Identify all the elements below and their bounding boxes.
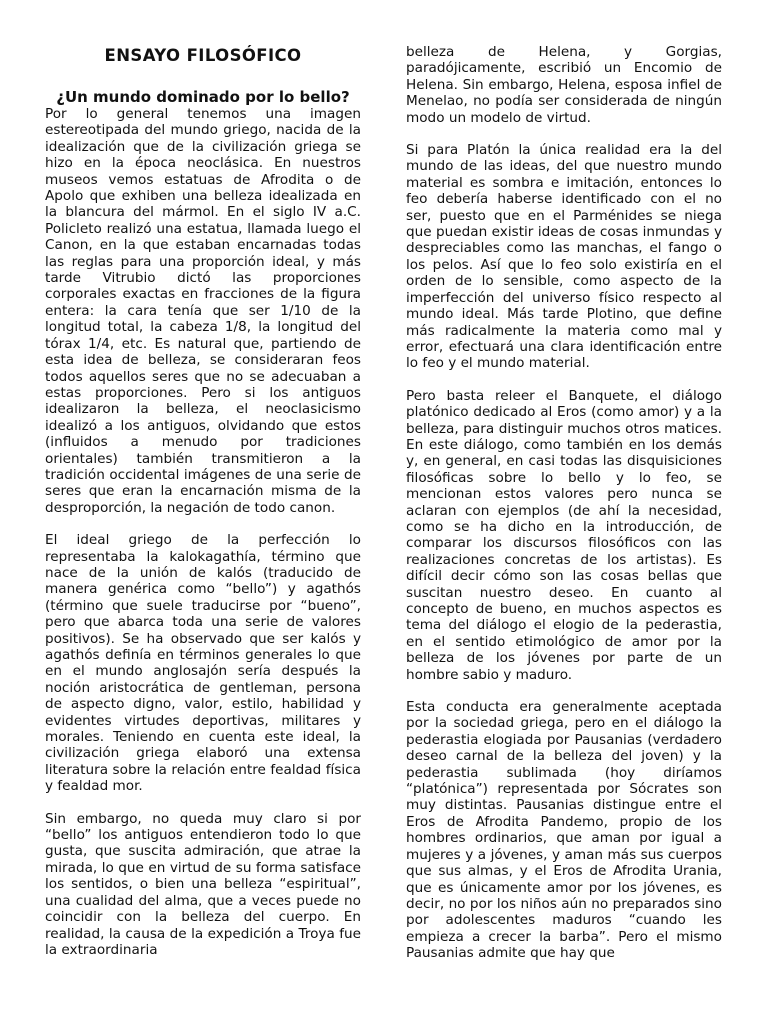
paragraph: El ideal griego de la perfección lo representaba la kalokagathía, término que nace de la unión de kalós (traducido de manera genérica como “bello”) y agathós (término que suele traducirse por “bueno”, pero que abarca toda una serie de valores positivos). Se ha observado que ser kalós y agathós definía en términos generales lo que en el mundo anglosajón sería después la noción aristocrática de gentleman, persona de aspecto digno, valor, estilo, habilidad y evidentes virtudes deportivas, militares y morales. Teniendo en cuenta este ideal, la civilización griega elaboró una extensa literatura sobre la relación entre fealdad física y fealdad mor. xyxy=(45,532,361,795)
paragraph: belleza de Helena, y Gorgias, paradójicamente, escribió un Encomio de Helena. Sin embargo, Helena, esposa infiel de Menelao, no podía ser considerada de ningún modo un modelo de virtud. xyxy=(406,44,722,126)
paragraph: Si para Platón la única realidad era la del mundo de las ideas, del que nuestro mundo material es sombra e imitación, entonces lo feo debería haberse identificado con el no ser, puesto que en el Parménides se niega que puedan existir ideas de cosas inmundas y despreciables como las manchas, el fango o los pelos. Así que lo feo solo existiría en el orden de lo sensible, como aspecto de la imperfección del universo físico respecto al mundo ideal. Más tarde Plotino, que define más radicalmente la materia como mal y error, efectuará una clara identificación entre lo feo y el mundo material. xyxy=(406,142,722,372)
page-subtitle: ¿Un mundo dominado por lo bello? xyxy=(56,88,350,106)
page-title: ENSAYO FILOSÓFICO xyxy=(104,46,302,65)
paragraph: Pero basta releer el Banquete, el diálogo platónico dedicado al Eros (como amor) y a la belleza, para distinguir muchos otros matices. En este diálogo, como también en los demás y, en general, en casi todas las disquisiciones filosóficas sobre lo bello y lo feo, se mencionan estos valores pero nunca se aclaran con ejemplos (de ahí la necesidad, como se ha dicho en la introducción, de comparar los discursos filosóficos con las realizaciones concretas de los artistas). Es difícil decir cómo son las cosas bellas que suscitan nuestro deseo. En cuanto al concepto de bueno, en muchos aspectos es tema del diálogo el elogio de la pederastia, en el sentido etimológico de amor por la belleza de los jóvenes por parte de un hombre sabio y maduro. xyxy=(406,387,722,683)
left-column xyxy=(45,46,361,974)
right-column xyxy=(406,44,722,978)
paragraph: Esta conducta era generalmente aceptada por la sociedad griega, pero en el diálogo la pederastia elogiada por Pausanias (verdadero deseo carnal de la belleza del joven) y la pederastia sublimada (hoy diríamos “platónica”) representada por Sócrates son muy distintas. Pausanias distingue entre el Eros de Afrodita Pandemo, propio de los hombres ordinarios, que aman por igual a mujeres y a jóvenes, y aman más sus cuerpos que sus almas, y el Eros de Afrodita Urania, que es únicamente amor por los jóvenes, es decir, no por los niños aún no preparados sino por adolescentes maduros “cuando les empieza a crecer la barba”. Pero el mismo Pausanias admite que hay que xyxy=(406,699,722,962)
paragraph: Por lo general tenemos una imagen estereotipada del mundo griego, nacida de la idealización que de la civilización griega se hizo en la época neoclásica. En nuestros museos vemos estatuas de Afrodita o de Apolo que exhiben una belleza idealizada en la blancura del mármol. En el siglo IV a.C. Policleto realizó una estatua, llamada luego el Canon, en la que estaban encarnadas todas las reglas para una proporción ideal, y más tarde Vitrubio dictó las proporciones corporales exactas en fracciones de la figura entera: la cara tenía que ser 1/10 de la longitud total, la cabeza 1/8, la longitud del tórax 1/4, etc. Es natural que, partiendo de esta idea de belleza, se consideraran feos todos aquellos seres que no se adecuaban a estas proporciones. Pero si los antiguos idealizaron la belleza, el neoclasicismo idealizó a los antiguos, olvidando que estos (influidos a menudo por tradiciones orientales) también transmitieron a la tradición occidental imágenes de una serie de seres que eran la encarnación misma de la desproporción, la negación de todo canon. xyxy=(45,106,361,516)
paragraph: Sin embargo, no queda muy claro si por “bello” los antiguos entendieron todo lo que gusta, que suscita admiración, que atrae la mirada, lo que en virtud de su forma satisface los sentidos, o bien una belleza “espiritual”, una cualidad del alma, que a veces puede no coincidir con la belleza del cuerpo. En realidad, la causa de la expedición a Troya fue la extraordinaria xyxy=(45,810,361,958)
